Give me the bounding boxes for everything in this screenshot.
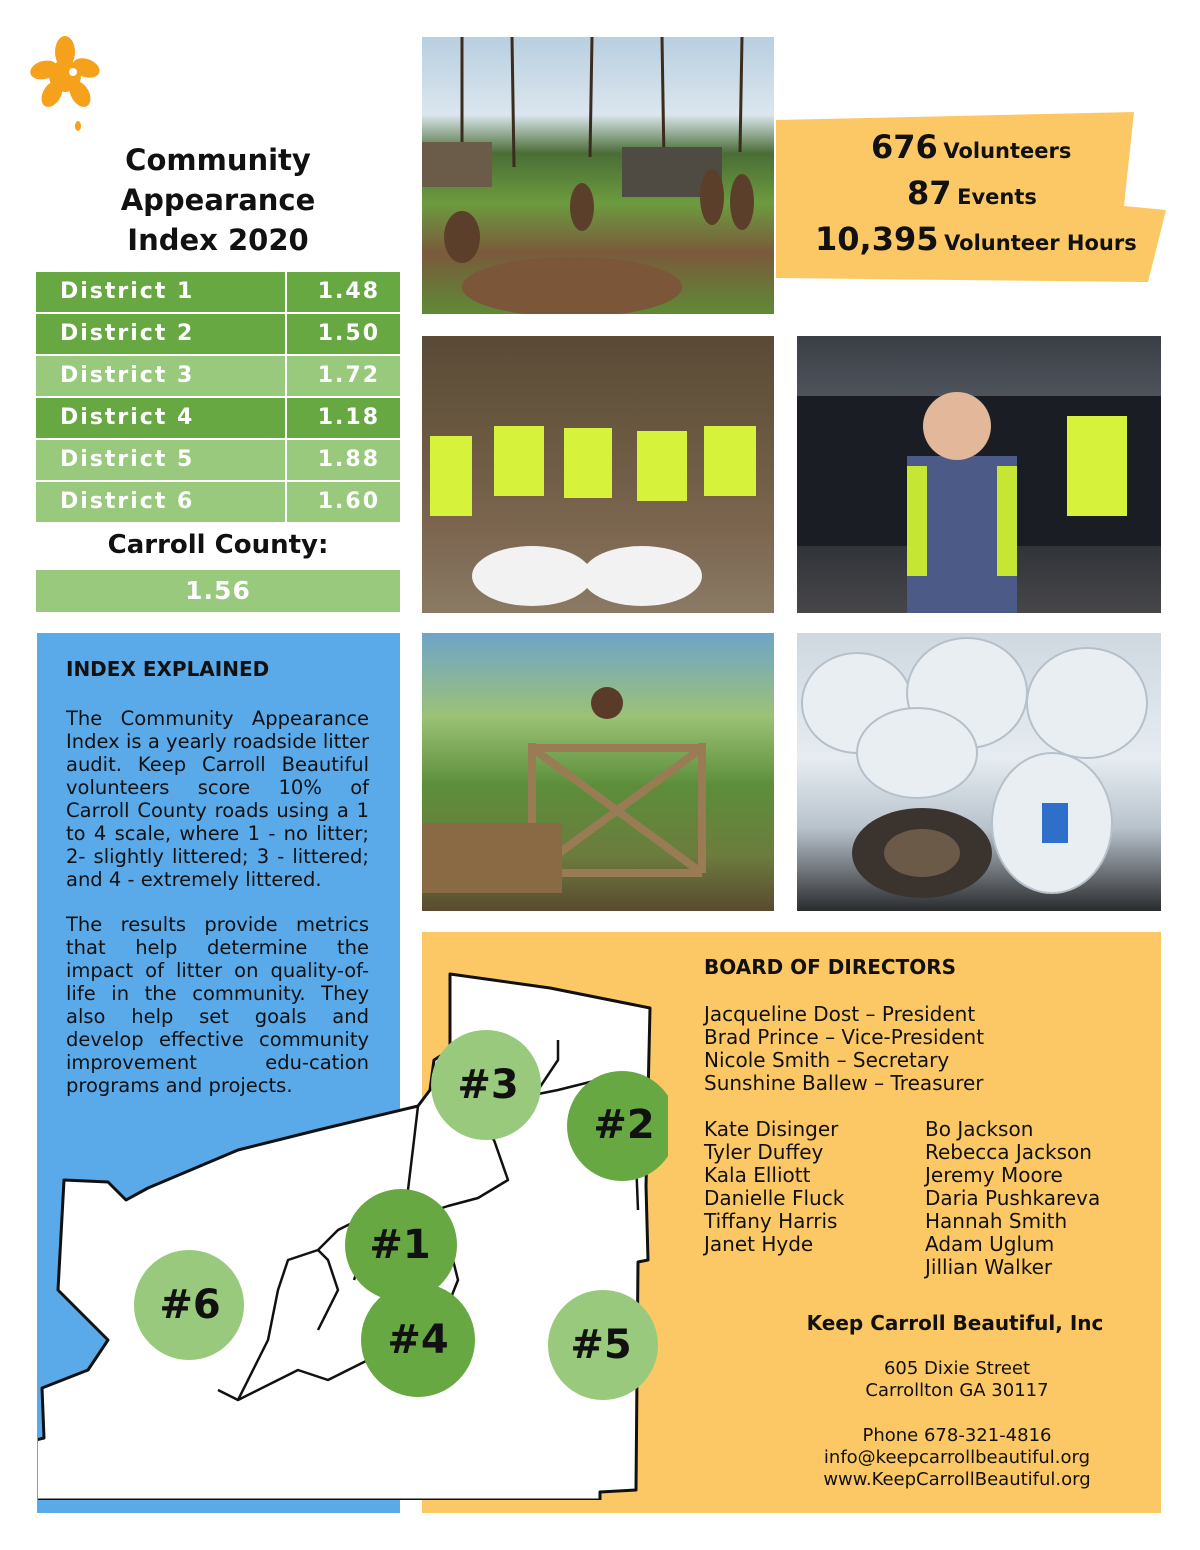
member-entry: Danielle Fluck [704, 1186, 845, 1210]
district-score: 1.50 [317, 321, 380, 346]
member-entry: Janet Hyde [704, 1232, 814, 1256]
hours-count: 10,395 [815, 220, 939, 258]
district-row [36, 398, 400, 438]
hours-label: Volunteer Hours [944, 231, 1137, 255]
phone-number: Phone 678-321-4816 [862, 1425, 1052, 1446]
tree-planting-photo [422, 37, 774, 314]
board-members-column-2 [925, 1118, 1100, 1279]
district-score: 1.60 [317, 489, 380, 514]
volunteer-group-photo [422, 336, 774, 613]
index-explained-paragraph: The Community Appearance Index is a yearly roadside litter audit. Keep Carroll Beautiful volunteers score 10% of Carroll County roads using a 1 to 4 scale, where 1 - no litter; 2- slightly littered; 3 - littered; and 4 - extremely littered. [66, 707, 369, 891]
district-1-badge: #1 [369, 1222, 431, 1268]
member-entry: Bo Jackson [925, 1117, 1034, 1141]
county-district-map [38, 960, 668, 1500]
district-score: 1.88 [317, 447, 380, 472]
district-5-badge: #5 [570, 1322, 632, 1368]
stat-hours [815, 220, 1137, 258]
community-garden-photo [422, 633, 774, 911]
volunteers-label: Volunteers [943, 139, 1072, 163]
member-entry: Jeremy Moore [925, 1163, 1063, 1187]
events-label: Events [957, 185, 1037, 209]
district-name: District 3 [36, 356, 287, 396]
title-line-1: Community [125, 143, 311, 177]
title-line-2: Appearance [120, 183, 316, 217]
member-entry: Tiffany Harris [704, 1209, 838, 1233]
district-row [36, 314, 400, 354]
district-6-badge: #6 [159, 1282, 221, 1328]
district-name: District 2 [36, 314, 287, 354]
stat-events [907, 174, 1037, 212]
collected-trash-bags-photo [797, 633, 1161, 911]
member-entry: Daria Pushkareva [925, 1186, 1101, 1210]
district-2-badge: #2 [593, 1102, 655, 1148]
county-score: 1.56 [36, 570, 400, 612]
events-count: 87 [907, 174, 952, 212]
member-entry: Hannah Smith [925, 1209, 1068, 1233]
district-row [36, 482, 400, 522]
district-name: District 1 [36, 272, 287, 312]
officer-entry: Nicole Smith – Secretary [704, 1048, 950, 1072]
flower-logo-icon [30, 34, 100, 134]
district-score-table [36, 272, 400, 524]
district-row [36, 272, 400, 312]
volunteers-count: 676 [871, 128, 938, 166]
officer-entry: Brad Prince – Vice-President [704, 1025, 985, 1049]
index-explained-heading: INDEX EXPLAINED [66, 657, 270, 681]
member-entry: Adam Uglum [925, 1232, 1055, 1256]
title-line-3: Index 2020 [127, 223, 309, 257]
member-entry: Jillian Walker [925, 1255, 1053, 1279]
board-members-column-1 [704, 1118, 844, 1256]
member-entry: Kala Elliott [704, 1163, 811, 1187]
district-3-badge: #3 [457, 1062, 519, 1108]
district-name: District 5 [36, 440, 287, 480]
member-entry: Rebecca Jackson [925, 1140, 1092, 1164]
officer-entry: Sunshine Ballew – Treasurer [704, 1071, 984, 1095]
member-entry: Kate Disinger [704, 1117, 839, 1141]
district-score: 1.72 [317, 363, 380, 388]
district-row [36, 356, 400, 396]
district-row [36, 440, 400, 480]
district-4-badge: #4 [387, 1317, 449, 1363]
member-entry: Tyler Duffey [704, 1140, 824, 1164]
organization-name: Keep Carroll Beautiful, Inc [806, 1311, 1104, 1335]
district-name: District 4 [36, 398, 287, 438]
page-title [36, 140, 400, 260]
address-line-2: Carrollton GA 30117 [865, 1380, 1049, 1401]
county-label: Carroll County: [107, 530, 329, 560]
board-officers-list [704, 1003, 984, 1095]
district-score: 1.48 [317, 279, 380, 304]
website-link[interactable]: www.KeepCarrollBeautiful.org [823, 1469, 1091, 1490]
stat-volunteers [871, 128, 1071, 166]
officer-entry: Jacqueline Dost – President [704, 1002, 976, 1026]
address-line-1: 605 Dixie Street [883, 1358, 1031, 1379]
index-explained-paragraph: The results provide metrics that help determine the impact of litter on quality-of-life in the community. They also help set goals and develop effective community improvement edu-cation programs and projects. [66, 913, 369, 1097]
email-link[interactable]: info@keepcarrollbeautiful.org [823, 1447, 1091, 1468]
district-name: District 6 [36, 482, 287, 522]
volunteer-truck-photo [797, 336, 1161, 613]
district-score: 1.18 [317, 405, 380, 430]
board-heading: BOARD OF DIRECTORS [704, 955, 957, 979]
